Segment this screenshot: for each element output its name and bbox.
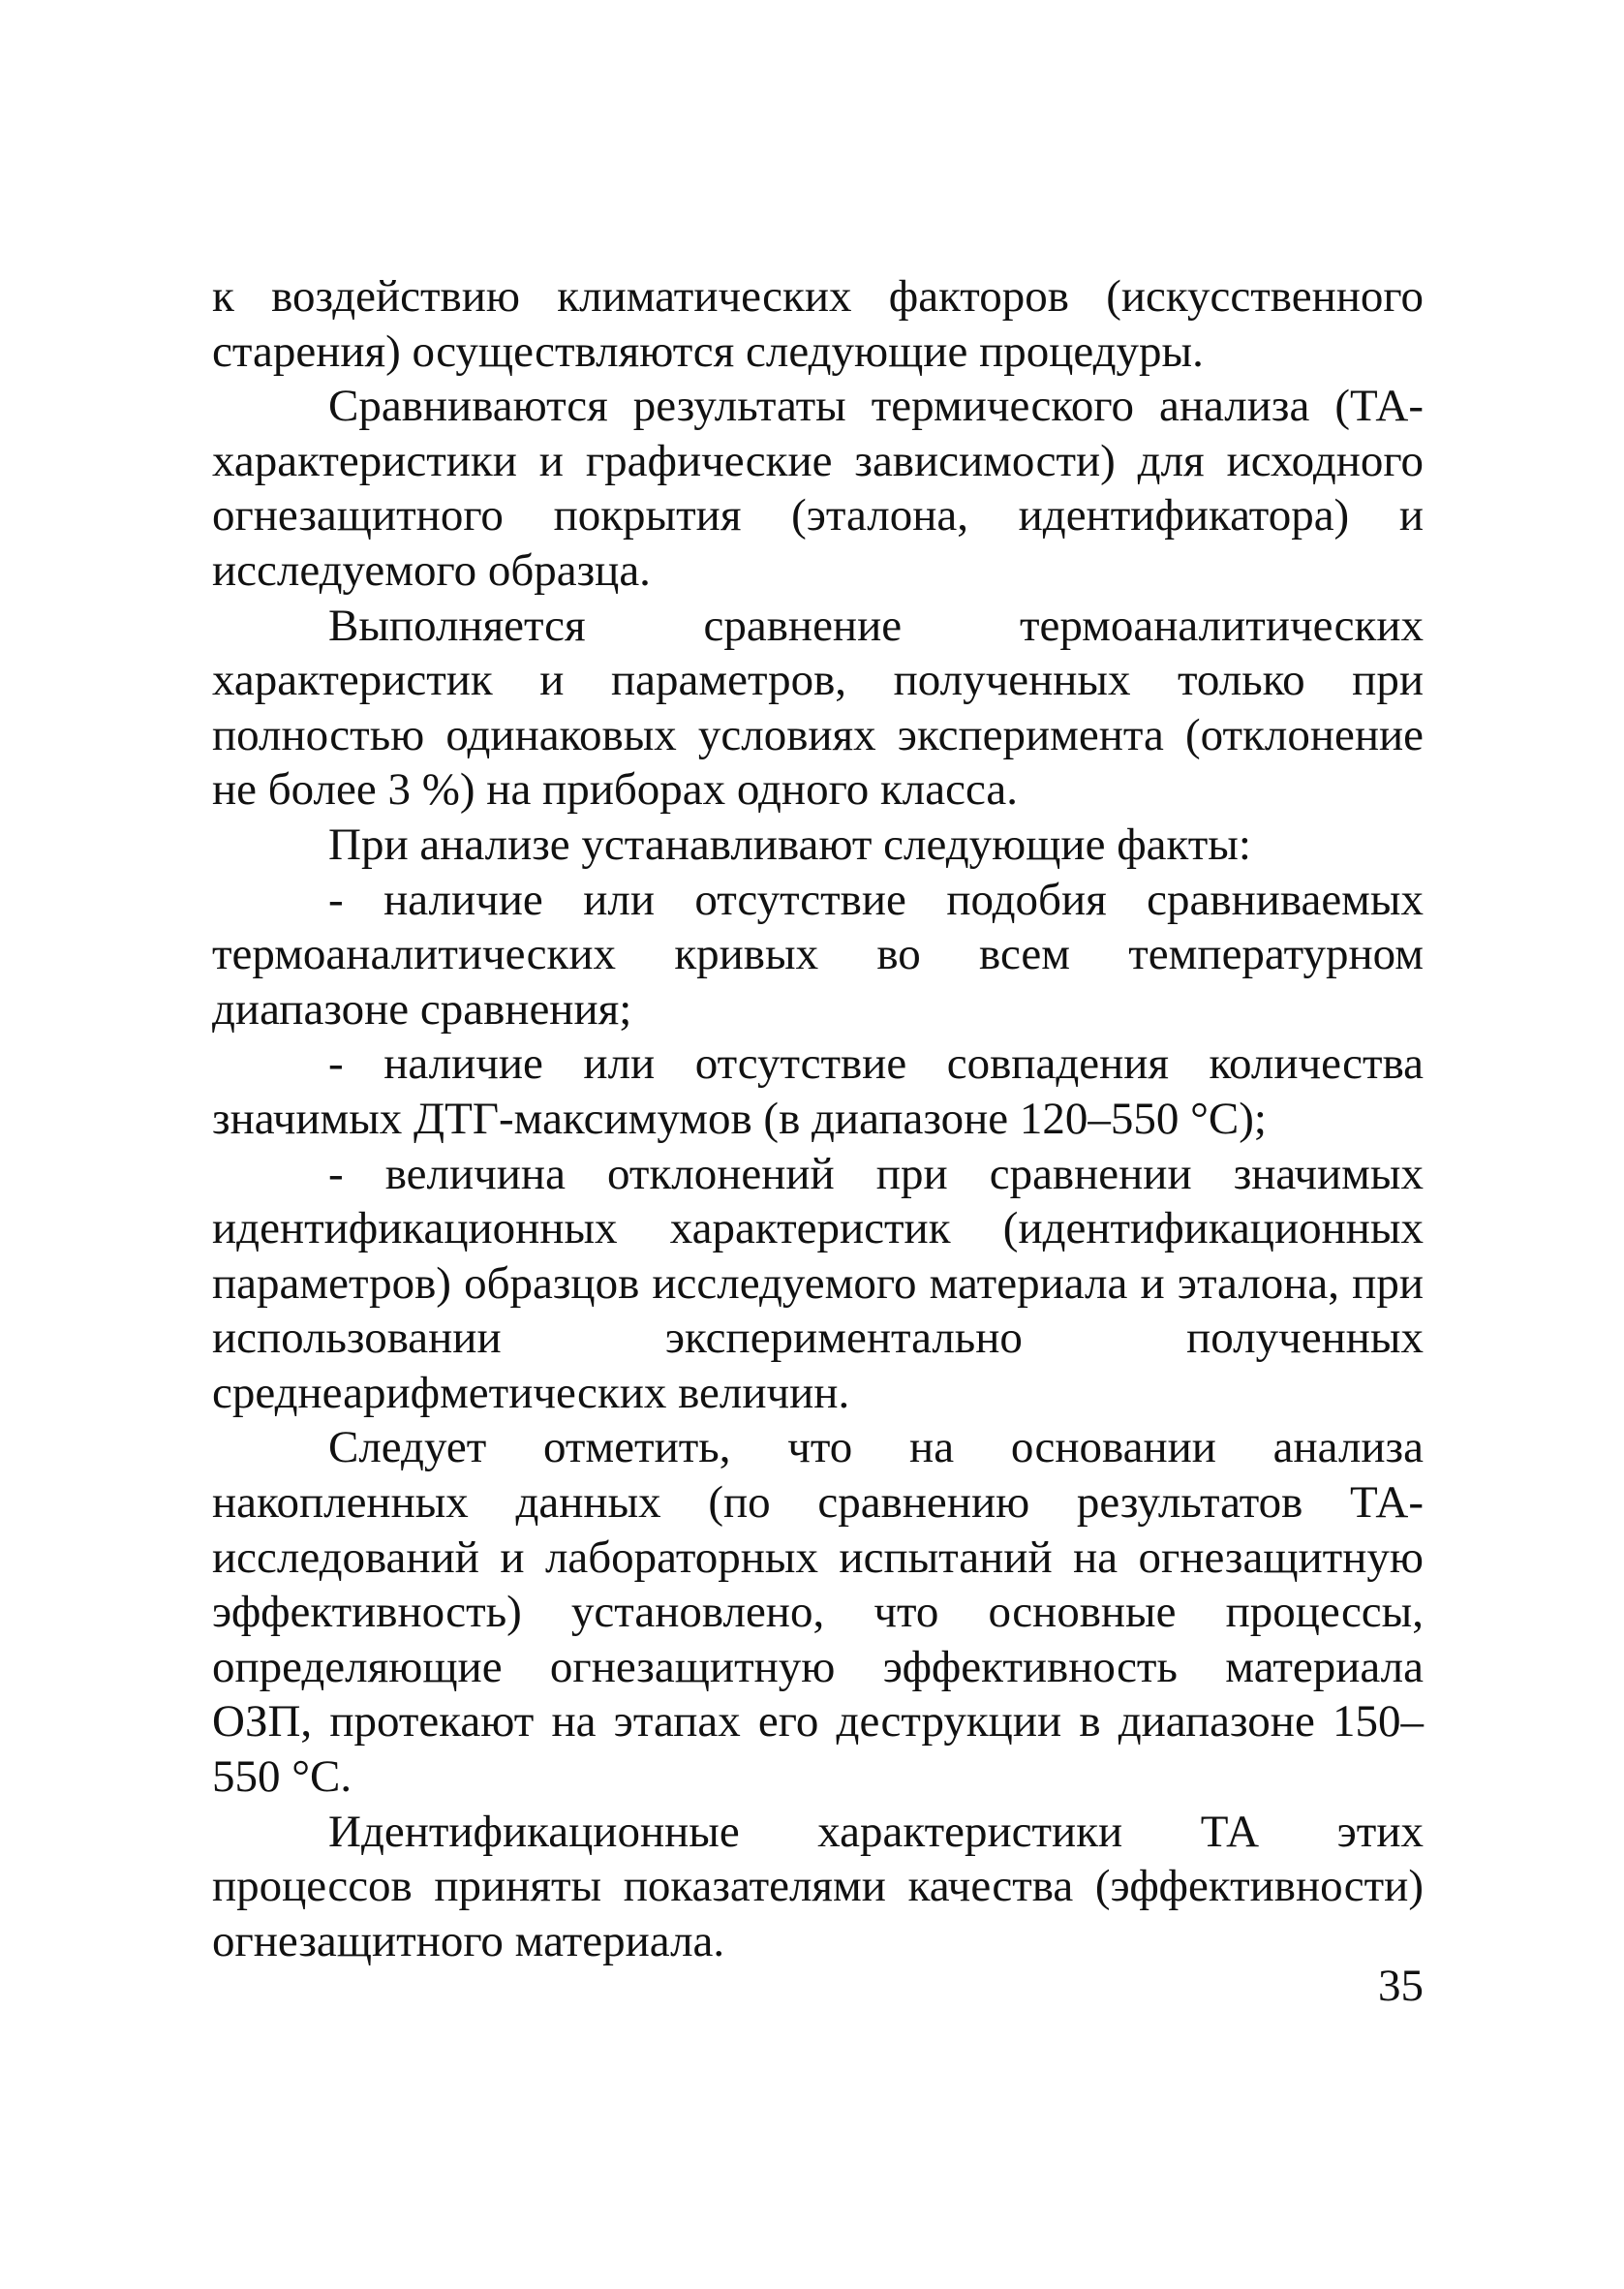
paragraph-conclusion: Следует отметить, что на основании анализа накопленных данных (по сравнению результатов ТА-исследований и лабораторных испытаний на огнезащитную эффективность) установлено, что основные процессы, определяющие огнезащитную эффективность материала ОЗП, протекают на этапах его деструкции в диапазоне 150–550 °С. [212,1422,1424,1803]
paragraph-facts-intro: При анализе устанавливают следующие факты: [328,819,1251,870]
list-item-curve-similarity: - наличие или отсутствие подобия сравниваемых термоаналитических кривых во всем температурном диапазоне сравнения; [212,874,1424,1035]
paragraph-conditions: Выполняется сравнение термоаналитических характеристик и параметров, полученных только при полностью одинаковых условиях эксперимента (отклонение не более 3 %) на приборах одного класса. [212,600,1424,816]
page-number: 35 [1378,1961,1424,2011]
list-item-deviation: - величина отклонений при сравнении значимых идентификационных характеристик (идентификационных параметров) образцов исследуемого материала и эталона, при использовании экспериментально полученных среднеарифметических величин. [212,1148,1424,1418]
paragraph-continuation: к воздействию климатических факторов (искусственного старения) осуществляются следующие процедуры. [212,271,1424,377]
body-text [212,269,1424,1968]
list-item-dtg-maxima: - наличие или отсутствие совпадения количества значимых ДТГ-максимумов (в диапазоне 120–550 °С); [212,1038,1424,1144]
paragraph-comparison: Сравниваются результаты термического анализа (ТА-характеристики и графические зависимости) для исходного огнезащитного покрытия (эталона, идентификатора) и исследуемого образца. [212,381,1424,596]
paragraph-quality-indicators: Идентификационные характеристики ТА этих процессов приняты показателями качества (эффективности) огнезащитного материала. [212,1806,1424,1966]
